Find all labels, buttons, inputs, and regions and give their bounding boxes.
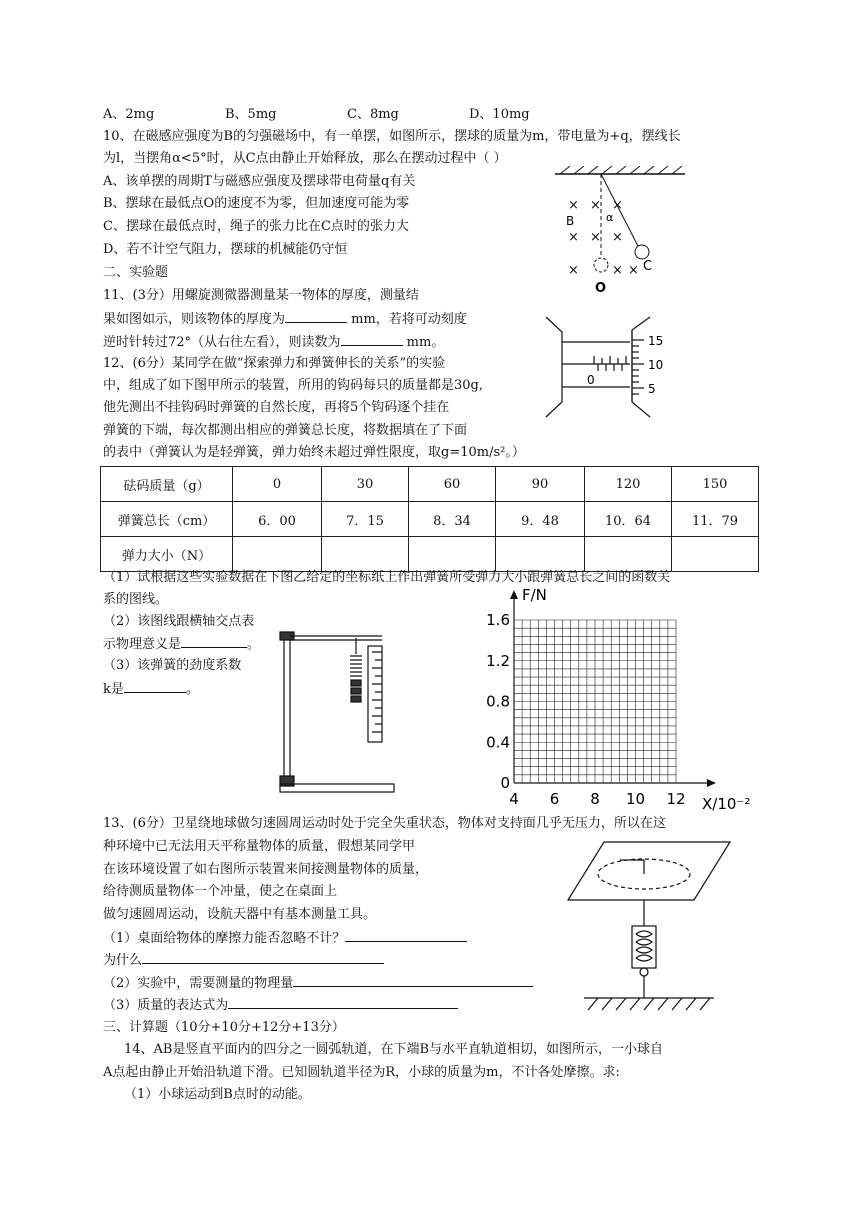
- answer-cell[interactable]: [585, 537, 672, 572]
- section-heading: 三、计算题（10分+10分+12分+13分）: [103, 1020, 345, 1035]
- q12-sub1: 系的图线。: [103, 592, 169, 607]
- q13-text: （1）桌面给物体的摩擦力能否忽略不计？: [103, 931, 346, 946]
- row-header: 砝码质量（g）: [101, 467, 233, 502]
- answer-cell[interactable]: [233, 537, 322, 572]
- answer-cell[interactable]: [496, 537, 585, 572]
- q13-sub2: [103, 973, 533, 994]
- x-tick-label: 10: [625, 790, 646, 808]
- table-row: [101, 537, 759, 572]
- answer-blank[interactable]: [124, 679, 186, 693]
- data-table: [100, 466, 759, 572]
- x-tick-label: 4: [509, 790, 519, 808]
- q12-line: 中，组成了如下图甲所示的装置，所用的钩码每只的质量都是30g,: [103, 378, 483, 393]
- table-cell: 6．00: [233, 502, 322, 537]
- section-heading: 二、实验题: [103, 265, 169, 280]
- svg-text:×: ×: [612, 263, 623, 278]
- answer-blank[interactable]: [293, 973, 533, 987]
- q14-line: A点起由静止开始沿轨道下滑。已知圆轨道半径为R，小球的质量为m，不计各处摩擦。求:: [103, 1065, 620, 1080]
- q12-text: k是: [103, 682, 124, 697]
- q12-line: 弹簧的下端，每次都测出相应的弹簧总长度，将数据填在了下面: [103, 423, 468, 438]
- q9-option: C、8mg: [347, 107, 399, 122]
- answer-blank[interactable]: [228, 995, 458, 1009]
- q13-sub1-reason: [103, 950, 384, 971]
- answer-cell[interactable]: [672, 537, 759, 572]
- answer-blank[interactable]: [341, 332, 403, 346]
- micrometer-figure: [540, 312, 680, 422]
- q11-line: [103, 309, 467, 330]
- svg-text:×: ×: [568, 263, 579, 278]
- table-cell: 7．15: [322, 502, 409, 537]
- q11-text: 果如图如示，则该物体的厚度为: [103, 312, 286, 327]
- y-tick-label: 0.4: [486, 733, 510, 752]
- fig-label-o: O: [595, 281, 607, 296]
- q13-sub1: [103, 928, 467, 949]
- q13-line: 给待测质量物体一个冲量，使之在桌面上: [103, 884, 338, 899]
- q11-text: mm。: [402, 335, 445, 350]
- q10-option-a: A、该单摆的周期T与磁感应强度及摆球带电荷量q有关: [103, 174, 416, 189]
- y-tick-label: 0: [500, 774, 510, 792]
- q9-option: B、5mg: [225, 107, 277, 122]
- rotating-mass-figure: [564, 838, 734, 1018]
- q13-line: 种环境中已无法用天平称量物体的质量，假想某同学甲: [103, 839, 416, 854]
- table-cell: 120: [585, 467, 672, 502]
- svg-text:×: ×: [568, 198, 579, 213]
- x-tick-label: 6: [549, 790, 560, 808]
- q11-text: mm，若将可动刻度: [347, 312, 467, 327]
- svg-text:×: ×: [628, 263, 639, 278]
- table-cell: 150: [672, 467, 759, 502]
- table-row: [101, 502, 759, 537]
- q9-option: D、10mg: [469, 107, 530, 122]
- graph-paper-chart: [470, 586, 770, 816]
- table-cell: 11．79: [672, 502, 759, 537]
- pendulum-figure: [550, 166, 690, 296]
- table-cell: 30: [322, 467, 409, 502]
- q10-stem-line: 为l，当摆角α<5°时，从C点由静止开始释放，那么在摆动过程中（ ）: [103, 151, 507, 166]
- q9-option: A、2mg: [103, 107, 155, 122]
- y-tick-label: 0.8: [486, 692, 510, 711]
- q13-text: （2）实验中，需要测量的物理量: [103, 976, 294, 991]
- svg-text:×: ×: [590, 198, 601, 213]
- table-cell: 9．48: [496, 502, 585, 537]
- row-header: 弹力大小（N）: [101, 537, 233, 572]
- q12-line: 他先测出不挂钩码时弹簧的自然长度，再将5个钩码逐个挂在: [103, 400, 450, 415]
- q10-stem-line: 10、在磁感应强度为B的匀强磁场中，有一单摆，如图所示，摆球的质量为m，带电量为+q，摆线长: [103, 129, 681, 144]
- x-axis-label: X/10⁻²: [702, 795, 751, 813]
- y-tick-label: 1.2: [486, 651, 510, 670]
- q12-sub3: （3）该弹簧的劲度系数: [103, 658, 242, 673]
- table-row: [101, 467, 759, 502]
- q14-line: 14、AB是竖直平面内的四分之一圆弧轨道，在下端B与水平直轨道相切，如图所示，一小球自: [124, 1042, 664, 1057]
- q11-line: [103, 332, 444, 353]
- svg-text:×: ×: [612, 230, 623, 245]
- answer-cell[interactable]: [409, 537, 496, 572]
- svg-text:×: ×: [568, 230, 579, 245]
- q12-sub3: [103, 679, 199, 700]
- q13-text: 为什么: [103, 953, 143, 968]
- q13-line: 13、(6分）卫星绕地球做匀速圆周运动时处于完全失重状态，物体对支持面几乎无压力，所以在这: [103, 816, 666, 831]
- answer-cell[interactable]: [322, 537, 409, 572]
- q12-text: 示物理意义是: [103, 637, 182, 652]
- q13-text: （3）质量的表达式为: [103, 998, 229, 1013]
- answer-blank[interactable]: [181, 634, 247, 648]
- spring-apparatus-figure: [270, 628, 406, 798]
- tick-label: 5: [648, 382, 656, 396]
- row-header: 弹簧总长（cm）: [101, 502, 233, 537]
- q12-sub2: [103, 634, 260, 655]
- q13-sub3: [103, 995, 458, 1016]
- fig-label-b: B: [566, 214, 575, 228]
- svg-text:×: ×: [590, 230, 601, 245]
- q13-line: 做匀速圆周运动，设航天器中有基本测量工具。: [103, 907, 377, 922]
- q9-options: [103, 105, 591, 125]
- q12-text: 。: [185, 682, 199, 697]
- q10-option-b: B、摆球在最低点O的速度不为零，但加速度可能为零: [103, 196, 410, 211]
- table-cell: 8．34: [409, 502, 496, 537]
- q12-text: 。: [247, 637, 261, 652]
- q14-sub1: （1）小球运动到B点时的动能。: [124, 1087, 311, 1102]
- table-cell: 90: [496, 467, 585, 502]
- tick-label: 0: [587, 373, 595, 387]
- y-axis-label: F/N: [522, 586, 547, 604]
- answer-blank[interactable]: [345, 928, 467, 942]
- answer-blank[interactable]: [285, 309, 347, 323]
- x-tick-label: 12: [666, 790, 686, 808]
- q10-option-d: D、若不计空气阻力，摆球的机械能仍守恒: [103, 242, 348, 257]
- svg-text:×: ×: [612, 198, 623, 213]
- q11-text: 逆时针转过72°（从右往左看），则读数为: [103, 335, 341, 350]
- table-cell: 10．64: [585, 502, 672, 537]
- q10-option-c: C、摆球在最低点时，绳子的张力比在C点时的张力大: [103, 219, 409, 234]
- fig-label-alpha: α: [606, 211, 614, 224]
- table-cell: 0: [233, 467, 322, 502]
- tick-label: 15: [648, 334, 664, 348]
- q13-line: 在该环境设置了如右图所示装置来间接测量物体的质量，: [103, 862, 429, 877]
- q11-line: 11、(3分）用螺旋测微器测量某一物体的厚度，测量结: [103, 288, 419, 303]
- tick-label: 10: [648, 358, 664, 372]
- x-tick-label: 8: [590, 790, 600, 808]
- q12-sub2: （2）该图线跟横轴交点表: [103, 614, 255, 629]
- q12-line: 12、(6分）某同学在做“探索弹力和弹簧伸长的关系”的实验: [103, 356, 446, 371]
- table-cell: 60: [409, 467, 496, 502]
- q12-sub1: （1）试根据这些实验数据在下图乙给定的坐标纸上作出弹簧所受弹力大小跟弹簧总长之间的函数关: [103, 570, 671, 585]
- answer-blank[interactable]: [142, 950, 384, 964]
- q12-line: 的表中（弹簧认为是轻弹簧，弹力始终未超过弹性限度，取g=10m/s²。）: [103, 445, 525, 460]
- y-tick-label: 1.6: [486, 611, 510, 629]
- fig-label-c: C: [643, 259, 653, 274]
